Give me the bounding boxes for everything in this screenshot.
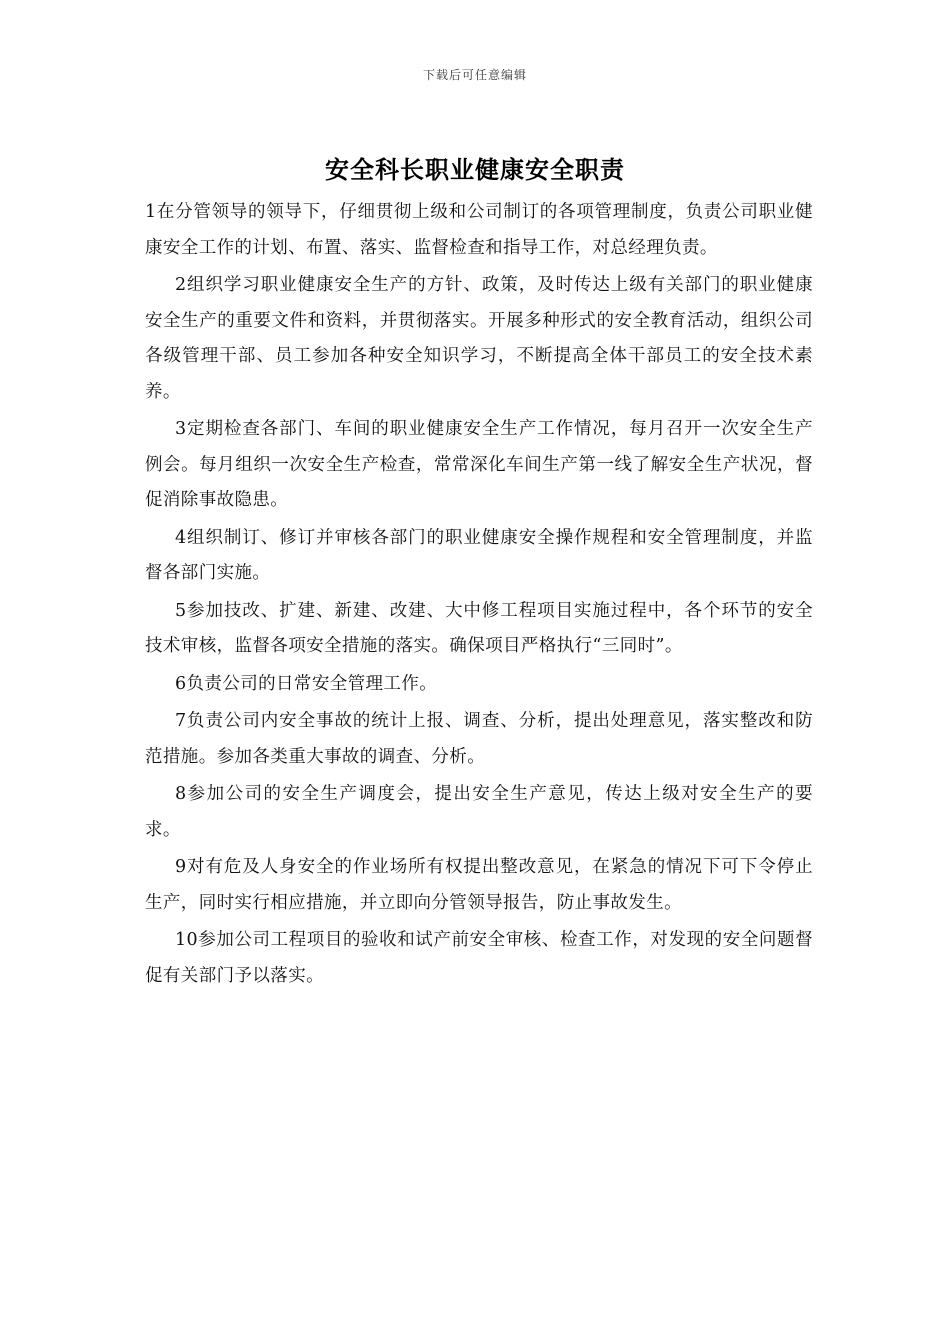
paragraph-3: 3定期检查各部门、车间的职业健康安全生产工作情况，每月召开一次安全生产例会。每月组织一次安全生产检查，常常深化车间生产第一线了解安全生产状况，督促消除事故隐患。	[145, 419, 813, 510]
document-body	[145, 195, 813, 996]
paragraph-2: 2组织学习职业健康安全生产的方针、政策，及时传达上级有关部门的职业健康安全生产的重要文件和资料，并贯彻落实。开展多种形式的安全教育活动，组织公司各级管理干部、员工参加各种安全知识学习，不断提高全体干部员工的安全技术素养。	[145, 275, 813, 402]
paragraph-1: 1在分管领导的领导下，仔细贯彻上级和公司制订的各项管理制度，负责公司职业健康安全工作的计划、布置、落实、监督检查和指导工作，对总经理负责。	[145, 202, 813, 258]
document-title: 安全科长职业健康安全职责	[325, 155, 625, 184]
header-note: 下载后可任意编辑	[422, 68, 527, 82]
paragraph-8: 8参加公司的安全生产调度会，提出安全生产意见，传达上级对安全生产的要求。	[145, 784, 813, 840]
paragraph-10: 10参加公司工程项目的验收和试产前安全审核、检查工作，对发现的安全问题督促有关部门予以落实。	[145, 930, 813, 986]
paragraph-4: 4组织制订、修订并审核各部门的职业健康安全操作规程和安全管理制度，并监督各部门实施。	[145, 527, 813, 583]
paragraph-5: 5参加技改、扩建、新建、改建、大中修工程项目实施过程中，各个环节的安全技术审核，监督各项安全措施的落实。确保项目严格执行“三同时”。	[145, 600, 813, 656]
paragraph-6: 6负责公司的日常安全管理工作。	[175, 673, 438, 694]
paragraph-7: 7负责公司内安全事故的统计上报、调查、分析，提出处理意见，落实整改和防范措施。参加各类重大事故的调查、分析。	[145, 711, 813, 767]
paragraph-9: 9对有危及人身安全的作业场所有权提出整改意见，在紧急的情况下可下令停止生产，同时实行相应措施，并立即向分管领导报告，防止事故发生。	[145, 857, 813, 913]
